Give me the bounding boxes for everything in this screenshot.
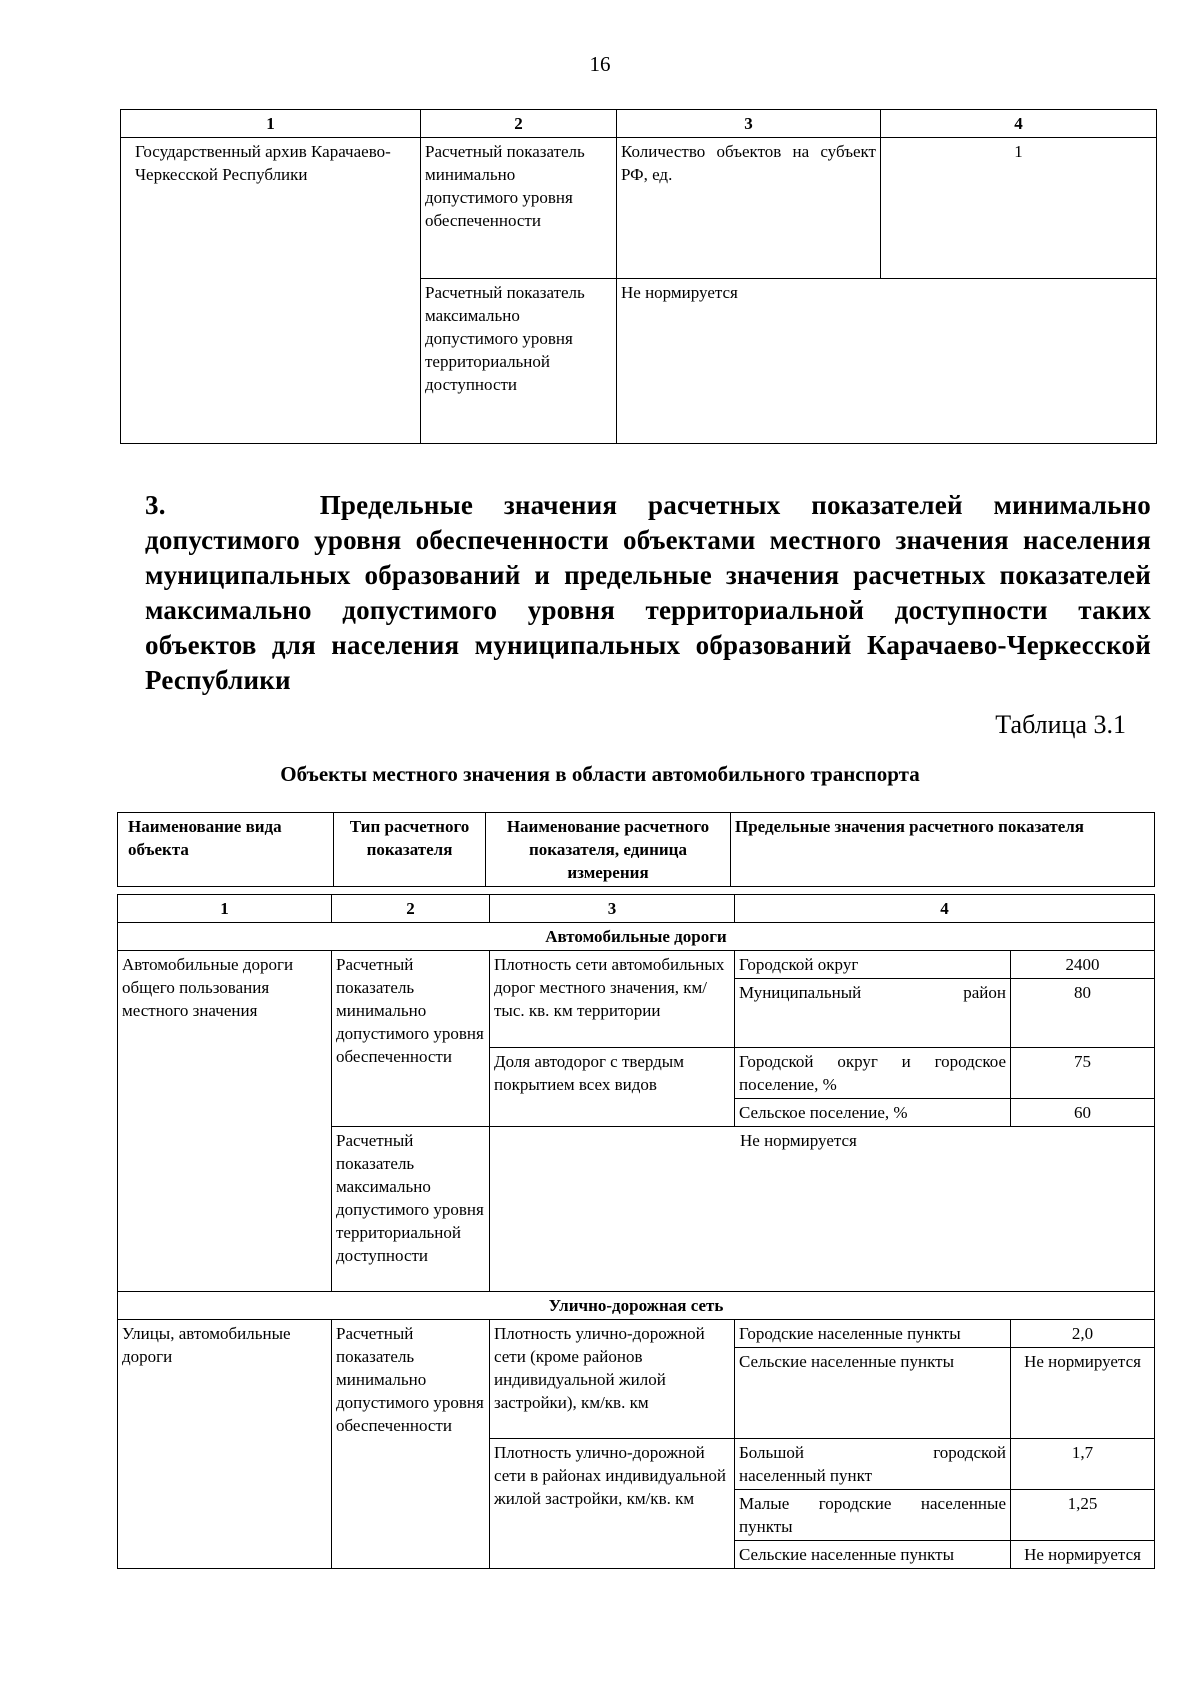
header-object-type: Наименование вида объекта (118, 813, 334, 887)
top-min-unit: Количество объектов на субъект РФ, ед. (617, 138, 881, 279)
streets-ind2-label-3: Сельские населенные пункты (735, 1541, 1011, 1569)
table-caption: Объекты местного значения в области автомобильного транспорта (280, 762, 920, 786)
streets-min-type: Расчетный показатель минимально допустимого уровня обеспеченности (332, 1320, 490, 1569)
municipal-word: Муниципальный (739, 983, 862, 1002)
heading-text-1: Предельные значения расчетных показателей минимально (319, 490, 1152, 520)
table-row (118, 1320, 1155, 1348)
streets-ind1-value-1: 2,0 (1011, 1320, 1155, 1348)
streets-ind2-value-2: 1,25 (1011, 1490, 1155, 1541)
section-row-roads (118, 923, 1155, 951)
top-min-type: Расчетный показатель минимально допустимого уровня обеспеченности (421, 138, 617, 279)
page-number: 16 (589, 52, 611, 76)
roads-max-text: Не нормируется (740, 1131, 857, 1150)
main-col-4: 4 (735, 895, 1155, 923)
roads-ind1-value-2: 80 (1011, 979, 1155, 1048)
streets-ind2-label-1: Большой городской населенный пункт (735, 1439, 1011, 1490)
heading-line-6: Республики (145, 665, 291, 695)
roads-max-value (490, 1127, 1155, 1292)
roads-ind2-value-2: 60 (1011, 1099, 1155, 1127)
main-table-header (117, 812, 1155, 887)
roads-ind2-label-1: Городской округ и городское поселение, % (735, 1048, 1011, 1099)
section-heading (145, 488, 1151, 698)
top-table (120, 109, 1157, 444)
main-col-2: 2 (332, 895, 490, 923)
top-table-column-numbers (121, 110, 1157, 138)
table-row (118, 951, 1155, 979)
top-max-type: Расчетный показатель максимально допустимого уровня территориальной доступности (421, 279, 617, 444)
district-word: район (963, 983, 1006, 1002)
roads-ind2-value-1: 75 (1011, 1048, 1155, 1099)
header-indicator-type: Тип расчетного показателя (334, 813, 486, 887)
section-row-streets (118, 1292, 1155, 1320)
roads-min-type: Расчетный показатель минимально допустимого уровня обеспеченности (332, 951, 490, 1127)
section-title-streets: Улично-дорожная сеть (118, 1292, 1155, 1320)
heading-line-1 (145, 488, 1151, 523)
top-col-1: 1 (121, 110, 421, 138)
roads-ind1-value-1: 2400 (1011, 951, 1155, 979)
top-min-value: 1 (881, 138, 1157, 279)
big-word: Большой (739, 1443, 804, 1462)
top-table-row-min (121, 138, 1157, 279)
section-number: 3. (145, 490, 166, 520)
top-max-value: Не нормируется (617, 279, 1157, 444)
streets-ind2-label-2: Малые городские населенные пункты (735, 1490, 1011, 1541)
main-col-3: 3 (490, 895, 735, 923)
roads-ind1-label-2 (735, 979, 1011, 1048)
streets-ind1-label-1: Городские населенные пункты (735, 1320, 1011, 1348)
streets-ind2: Плотность улично-дорожной сети в районах индивидуальной жилой застройки, км/кв. км (490, 1439, 735, 1569)
roads-max-type: Расчетный показатель максимально допустимого уровня территориальной доступности (332, 1127, 490, 1292)
streets-ind1: Плотность улично-дорожной сети (кроме районов индивидуальной жилой застройки), км/кв. км (490, 1320, 735, 1439)
top-col-4: 4 (881, 110, 1157, 138)
streets-ind1-value-2: Не нормируется (1011, 1348, 1155, 1439)
table-label: Таблица 3.1 (995, 710, 1126, 739)
heading-line-5: объектов для населения муниципальных образований Карачаево-Черкесской (145, 630, 1151, 660)
header-limit-values: Предельные значения расчетного показателя (731, 813, 1155, 887)
main-table (117, 894, 1155, 1569)
city-word: городской (933, 1443, 1006, 1462)
roads-ind2-label-2: Сельское поселение, % (735, 1099, 1011, 1127)
main-col-1: 1 (118, 895, 332, 923)
top-col-3: 3 (617, 110, 881, 138)
streets-ind2-value-3: Не нормируется (1011, 1541, 1155, 1569)
roads-ind1: Плотность сети автомобильных дорог местного значения, км/тыс. кв. км территории (490, 951, 735, 1048)
roads-object: Автомобильные дороги общего пользования местного значения (118, 951, 332, 1292)
archive-object-name: Государственный архив Карачаево-Черкесской Республики (121, 138, 421, 444)
roads-ind1-label-1: Городской округ (735, 951, 1011, 979)
streets-ind2-value-1: 1,7 (1011, 1439, 1155, 1490)
heading-line-4: максимально допустимого уровня территориальной доступности таких (145, 595, 1151, 625)
heading-line-3: муниципальных образований и предельные значения расчетных показателей (145, 560, 1151, 590)
streets-object: Улицы, автомобильные дороги (118, 1320, 332, 1569)
top-col-2: 2 (421, 110, 617, 138)
header-indicator-name: Наименование расчетного показателя, единица измерения (486, 813, 731, 887)
roads-ind2: Доля автодорог с твердым покрытием всех видов (490, 1048, 735, 1127)
section-title-roads: Автомобильные дороги (118, 923, 1155, 951)
streets-ind1-label-2: Сельские населенные пункты (735, 1348, 1011, 1439)
main-table-column-numbers (118, 895, 1155, 923)
heading-line-2: допустимого уровня обеспеченности объектами местного значения населения (145, 525, 1151, 555)
